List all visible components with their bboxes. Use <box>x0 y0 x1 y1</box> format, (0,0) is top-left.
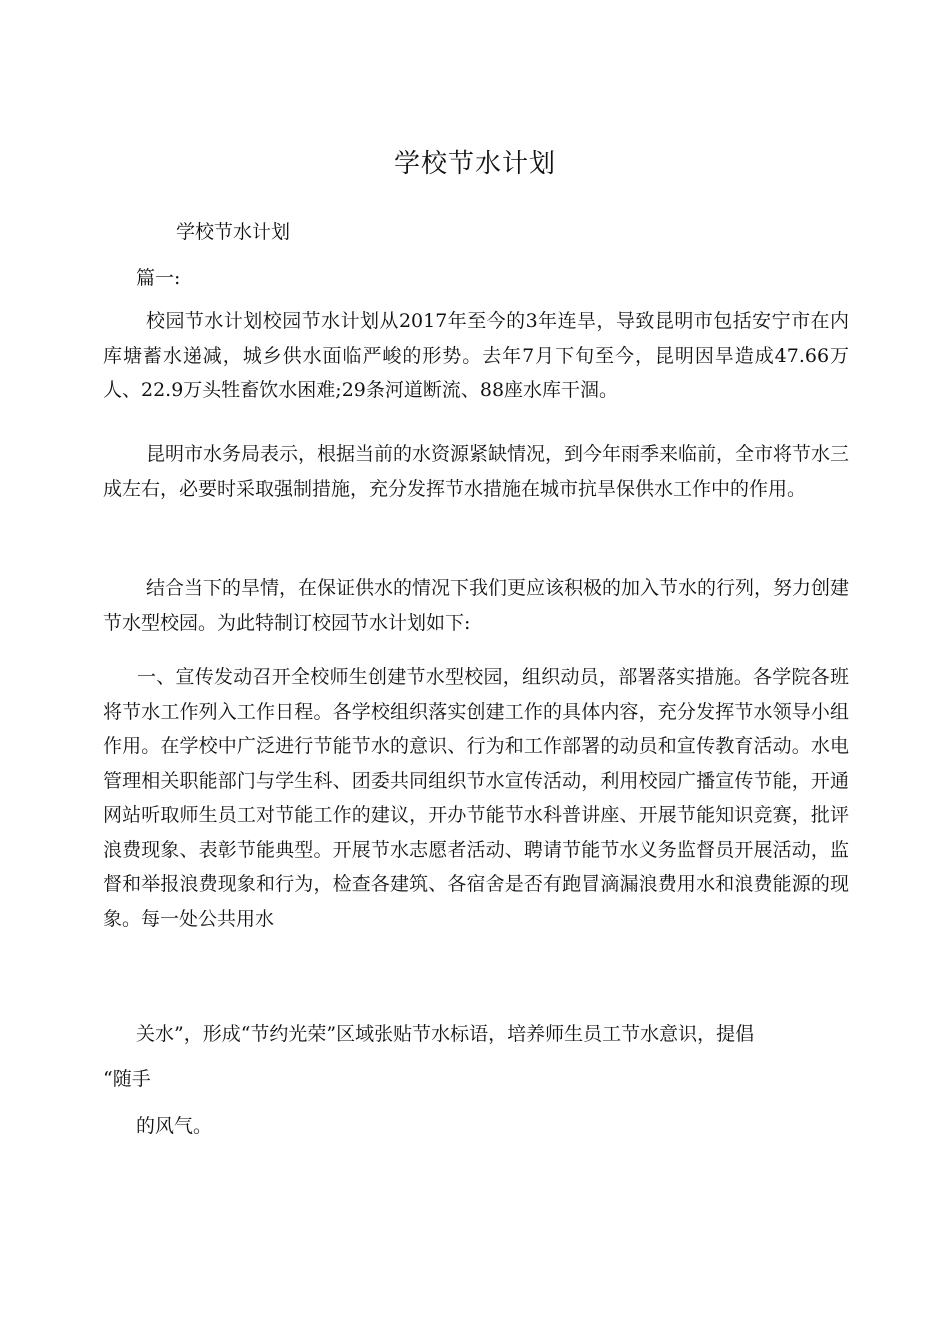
fragment-line-3: 的风气。 <box>136 1115 213 1137</box>
document-subtitle: 学校节水计划 <box>176 221 291 243</box>
fragment-line-1: 关水”，形成“节约光荣”区域张贴节水标语，培养师生员工节水意识，提倡 <box>136 1023 755 1045</box>
paragraph-4: 一、宣传发动召开全校师生创建节水型校园，组织动员，部署落实措施。各学院各班将节水工作列入工作日程。各学校组织落实创建工作的具体内容，充分发挥节水领导小组作用。在学校中广泛进行节能节水的意识、行为和工作部署的动员和宣传教育活动。水电管理相关职能部门与学生科、团委共同组织节水宣传活动，利用校园广播宣传节能，开通网站听取师生员工对节能工作的建议，开办节能节水科普讲座、开展节能知识竞赛，批评浪费现象、表彰节能典型。开展节水志愿者活动、聘请节能节水义务监督员开展活动，监督和举报浪费现象和行为，检查各建筑、各宿舍是否有跑冒滴漏浪费用水和浪费能源的现象。每一处公共用水 <box>103 666 849 930</box>
document-title: 学校节水计划 <box>393 149 556 179</box>
paragraph-1: 校园节水计划校园节水计划从2017年至今的3年连旱，导致昆明市包括安宁市在内库塘蓄水递减，城乡供水面临严峻的形势。去年7月下旬至今，昆明因旱造成47.66万人、22.9万头牲畜饮水困难;29条河道断流、88座水库干涸。 <box>103 310 849 401</box>
paragraph-3: 结合当下的旱情，在保证供水的情况下我们更应该积极的加入节水的行列，努力创建节水型校园。为此特制订校园节水计划如下: <box>103 577 850 634</box>
section-label: 篇一: <box>136 267 181 289</box>
fragment-line-2: “随手 <box>103 1068 151 1090</box>
paragraph-2: 昆明市水务局表示，根据当前的水资源紧缺情况，到今年雨季来临前，全市将节水三成左右，必要时采取强制措施，充分发挥节水措施在城市抗旱保供水工作中的作用。 <box>103 443 850 500</box>
